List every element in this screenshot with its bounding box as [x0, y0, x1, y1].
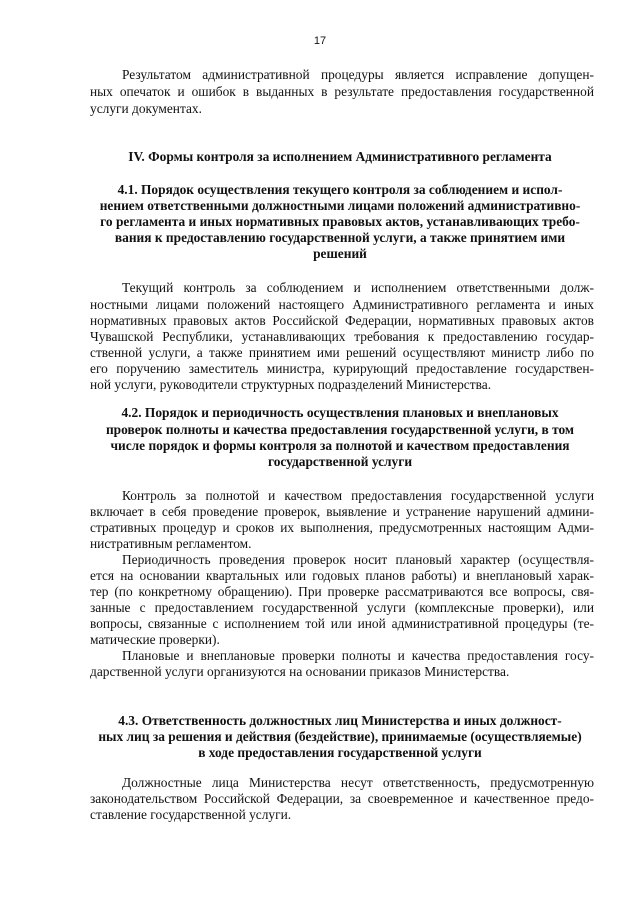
subsection-heading: 4.2. Порядок и периодичность осуществления плановых и внеплановых	[121, 405, 559, 420]
subsection-heading: го регламента и иных нормативных правовых актов, устанавливающих требо-	[100, 214, 580, 229]
paragraph-line: ставление государственной услуги.	[90, 807, 292, 822]
paragraph-line: Чувашской Республики, устанавливающих требования к предоставлению государ-	[90, 329, 594, 344]
subsection-heading: 4.1. Порядок осуществления текущего контроля за соблюдением и испол-	[117, 182, 563, 197]
paragraph-line: Текущий контроль за соблюдением и исполнением ответственными долж-	[122, 280, 594, 295]
paragraph-line: услуги документах.	[90, 101, 202, 116]
subsection-heading: ных лиц за решения и действия (бездействие), принимаемые (осуществляемые)	[98, 729, 582, 744]
subsection-heading: вания к предоставлению государственной услуги, а также принятием ими	[114, 230, 566, 245]
paragraph-line: ственной услуги, а также принятием ими решений осуществляют министр либо по	[90, 345, 594, 360]
subsection-heading: проверок полноты и качества предоставления государственной услуги, в том	[105, 422, 575, 437]
paragraph-line: нормативных правовых актов Российской Федерации, нормативных правовых актов	[90, 313, 594, 328]
paragraph-line: Плановые и внеплановые проверки полноты и качества предоставления госу-	[122, 648, 594, 663]
paragraph-line: тер (по конкретному обращению). При проверке рассматриваются все вопросы, свя-	[90, 584, 594, 599]
paragraph-line: его поручению заместитель министра, курирующий предоставление государствен-	[90, 361, 594, 376]
subsection-heading: государственной услуги	[267, 454, 413, 469]
subsection-heading: в ходе предоставления государственной услуги	[198, 745, 482, 760]
subsection-heading: 4.3. Ответственность должностных лиц Министерства и иных должност-	[118, 713, 562, 728]
paragraph-line: нистративным регламентом.	[90, 536, 252, 551]
page-number: 17	[313, 35, 327, 47]
paragraph-line: законодательством Российской Федерации, за своевременное и качественное предо-	[90, 791, 594, 806]
paragraph-line: Должностные лица Министерства несут ответственность, предусмотренную	[122, 775, 594, 790]
paragraph-line: включает в себя проведение проверок, выявление и устранение нарушений админи-	[90, 504, 594, 519]
subsection-heading: решений	[313, 246, 367, 261]
paragraph-line: ется на основании квартальных или годовых планов работы) и внеплановый харак-	[90, 568, 594, 583]
subsection-heading: числе порядок и формы контроля за полнотой и качеством предоставления	[110, 438, 570, 453]
subsection-heading: нением ответственными должностными лицами положений административно-	[99, 198, 581, 213]
paragraph-line: ной услуги, руководители структурных подразделений Министерства.	[90, 377, 492, 392]
paragraph-line: ных опечаток и ошибок в выданных в результате предоставления государственной	[90, 84, 594, 99]
paragraph-line: вопросы, связанные с исполнением той или иной административной процедуры (те-	[90, 616, 594, 631]
paragraph-line: Результатом административной процедуры является исправление допущен-	[122, 67, 594, 82]
paragraph-line: дарственной услуги организуются на основании приказов Министерства.	[90, 664, 510, 679]
paragraph-line: стративных процедур и сроков их выполнения, предусмотренных настоящим Адми-	[90, 520, 594, 535]
section-heading: IV. Формы контроля за исполнением Административного регламента	[128, 149, 552, 164]
paragraph-line: Контроль за полнотой и качеством предоставления государственной услуги	[122, 488, 594, 503]
paragraph-line: Периодичность проведения проверок носит плановый характер (осуществля-	[122, 552, 594, 567]
paragraph-line: матические проверки).	[90, 632, 220, 647]
paragraph-line: занные с предоставлением государственной услуги (комплексные проверки), или	[90, 600, 594, 615]
paragraph-line: ностными лицами положений настоящего Административного регламента и иных	[90, 297, 594, 312]
